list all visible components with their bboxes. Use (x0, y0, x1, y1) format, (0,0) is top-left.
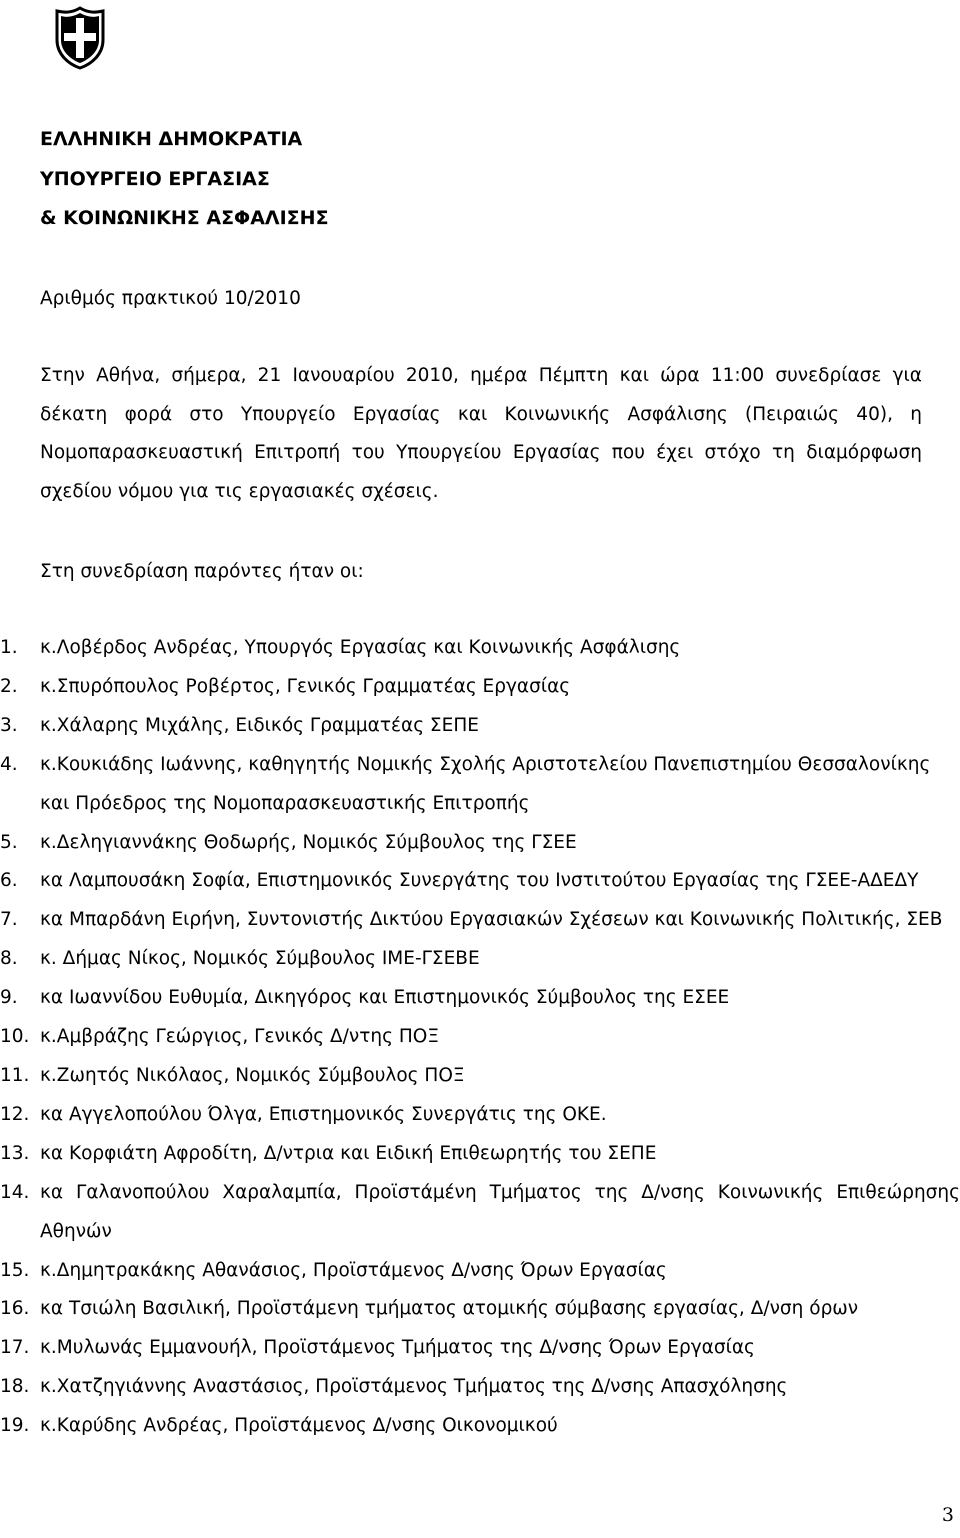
item-number: 6. (0, 870, 18, 892)
item-text: κα Αγγελοπούλου Όλγα, Επιστημονικός Συνεργάτις της ΟΚΕ. (40, 1103, 607, 1125)
item-number: 9. (0, 987, 18, 1009)
attendee-list (0, 629, 960, 1446)
item-text: κα Ιωαννίδου Ευθυμία, Δικηγόρος και Επιστημονικός Σύμβουλος της ΕΣΕΕ (40, 987, 730, 1009)
item-text: κ.Χάλαρης Μιχάλης, Ειδικός Γραμματέας ΣΕΠΕ (40, 714, 479, 736)
item-number: 17. (0, 1337, 30, 1359)
item-text: κα Γαλανοπούλου Χαραλαμπία, Προϊστάμένη Τμήματος της Δ/νσης Κοινωνικής Επιθεώρησης (40, 1181, 960, 1203)
item-number: 16. (0, 1298, 30, 1320)
list-item (0, 1329, 960, 1368)
item-text: κα Λαμπουσάκη Σοφία, Επιστημονικός Συνεργάτης του Ινστιτούτου Εργασίας της ΓΣΕΕ-ΑΔΕΔΥ (40, 870, 919, 892)
item-number: 8. (0, 948, 18, 970)
ministry-header (40, 120, 329, 239)
list-item (0, 1252, 960, 1291)
item-number: 10. (0, 1026, 30, 1048)
intro-line: σχεδίου νόμου για τις εργασιακές σχέσεις. (40, 481, 439, 503)
item-number: 1. (0, 637, 18, 658)
list-item (0, 940, 960, 979)
list-item (0, 979, 960, 1018)
item-text: κ.Σπυρόπουλος Ροβέρτος, Γενικός Γραμματέας Εργασίας (40, 675, 571, 697)
list-item (0, 1057, 960, 1096)
list-item (0, 824, 960, 863)
header-republic: ΕΛΛΗΝΙΚΗ ΔΗΜΟΚΡΑΤΙΑ (40, 128, 303, 150)
item-text: κ.Αμβράζης Γεώργιος, Γενικός Δ/ντης ΠΟΞ (40, 1026, 440, 1048)
header-ministry: ΥΠΟΥΡΓΕΙΟ ΕΡΓΑΣΙΑΣ (40, 167, 270, 190)
item-text: κα Τσιώλη Βασιλική, Προϊστάμενη τμήματος ατομικής σύμβασης εργασίας, Δ/νση όρων (40, 1298, 859, 1320)
item-text: κ.Κουκιάδης Ιωάννης, καθηγητής Νομικής Σχολής Αριστοτελείου Πανεπιστημίου Θεσσαλονίκης (40, 753, 931, 775)
list-item (0, 901, 960, 940)
list-item (0, 746, 960, 824)
list-item (0, 629, 960, 668)
item-number: 18. (0, 1376, 30, 1398)
list-item (0, 1174, 960, 1252)
list-item (0, 1290, 960, 1329)
item-number: 12. (0, 1103, 30, 1125)
item-text: κ.Μυλωνάς Εμμανουήλ, Προϊστάμενος Τμήματος της Δ/νσης Όρων Εργασίας (40, 1337, 755, 1359)
item-text-continuation: και Πρόεδρος της Νομοπαρασκευαστικής Επιτροπής (40, 792, 530, 814)
item-text: κ.Δεληγιαννάκης Θοδωρής, Νομικός Σύμβουλος της ΓΣΕΕ (40, 831, 577, 853)
item-text: κα Κορφιάτη Αφροδίτη, Δ/ντρια και Ειδική Επιθεωρητής του ΣΕΠΕ (40, 1142, 657, 1164)
list-item (0, 862, 960, 901)
item-number: 7. (0, 909, 18, 931)
intro-paragraph (40, 357, 922, 512)
header-ministry-cont: & ΚΟΙΝΩΝΙΚΗΣ ΑΣΦΑΛΙΣΗΣ (40, 207, 329, 229)
list-item (0, 1096, 960, 1135)
item-text: κ.Λοβέρδος Ανδρέας, Υπουργός Εργασίας και Κοινωνικής Ασφάλισης (40, 637, 681, 658)
minutes-number: Αριθμός πρακτικού 10/2010 (40, 288, 301, 309)
list-item (0, 668, 960, 707)
item-text-continuation: Αθηνών (40, 1220, 112, 1242)
list-item (0, 1018, 960, 1057)
item-number: 14. (0, 1181, 30, 1203)
item-text: κ.Ζωητός Νικόλαος, Νομικός Σύμβουλος ΠΟΞ (40, 1064, 465, 1086)
item-number: 13. (0, 1142, 30, 1164)
item-text: κα Μπαρδάνη Ειρήνη, Συντονιστής Δικτύου Εργασιακών Σχέσεων και Κοινωνικής Πολιτικής, ΣΕΒ (40, 909, 943, 931)
intro-line: δέκατη φορά στο Υπουργείο Εργασίας και Κοινωνικής Ασφάλισης (Πειραιώς 40), η (40, 403, 922, 425)
present-heading: Στη συνεδρίαση παρόντες ήταν οι: (40, 561, 364, 582)
item-text: κ.Χατζηγιάννης Αναστάσιος, Προϊστάμενος Τμήματος της Δ/νσης Απασχόλησης (40, 1376, 788, 1398)
item-number: 11. (0, 1064, 30, 1086)
list-item (0, 1407, 960, 1446)
list-item (0, 1135, 960, 1174)
greek-coat-of-arms-icon (54, 6, 106, 70)
page-number: 3 (941, 1504, 954, 1526)
list-item (0, 1368, 960, 1407)
item-number: 15. (0, 1259, 30, 1281)
item-number: 4. (0, 753, 18, 775)
item-text: κ.Δημητρακάκης Αθανάσιος, Προϊστάμενος Δ/νσης Όρων Εργασίας (40, 1259, 667, 1281)
item-number: 5. (0, 831, 18, 853)
item-number: 3. (0, 714, 18, 736)
item-text: κ. Δήμας Νίκος, Νομικός Σύμβουλος ΙΜΕ-ΓΣΕΒΕ (40, 948, 480, 970)
list-item (0, 707, 960, 746)
item-number: 19. (0, 1415, 30, 1437)
item-text: κ.Καρύδης Ανδρέας, Προϊστάμενος Δ/νσης Οικονομικού (40, 1415, 558, 1437)
intro-line: Στην Αθήνα, σήμερα, 21 Ιανουαρίου 2010, ημέρα Πέμπτη και ώρα 11:00 συνεδρίασε για (40, 365, 922, 386)
item-number: 2. (0, 675, 18, 697)
intro-line: Νομοπαρασκευαστική Επιτροπή του Υπουργείου Εργασίας που έχει στόχο τη διαμόρφωση (40, 442, 922, 464)
